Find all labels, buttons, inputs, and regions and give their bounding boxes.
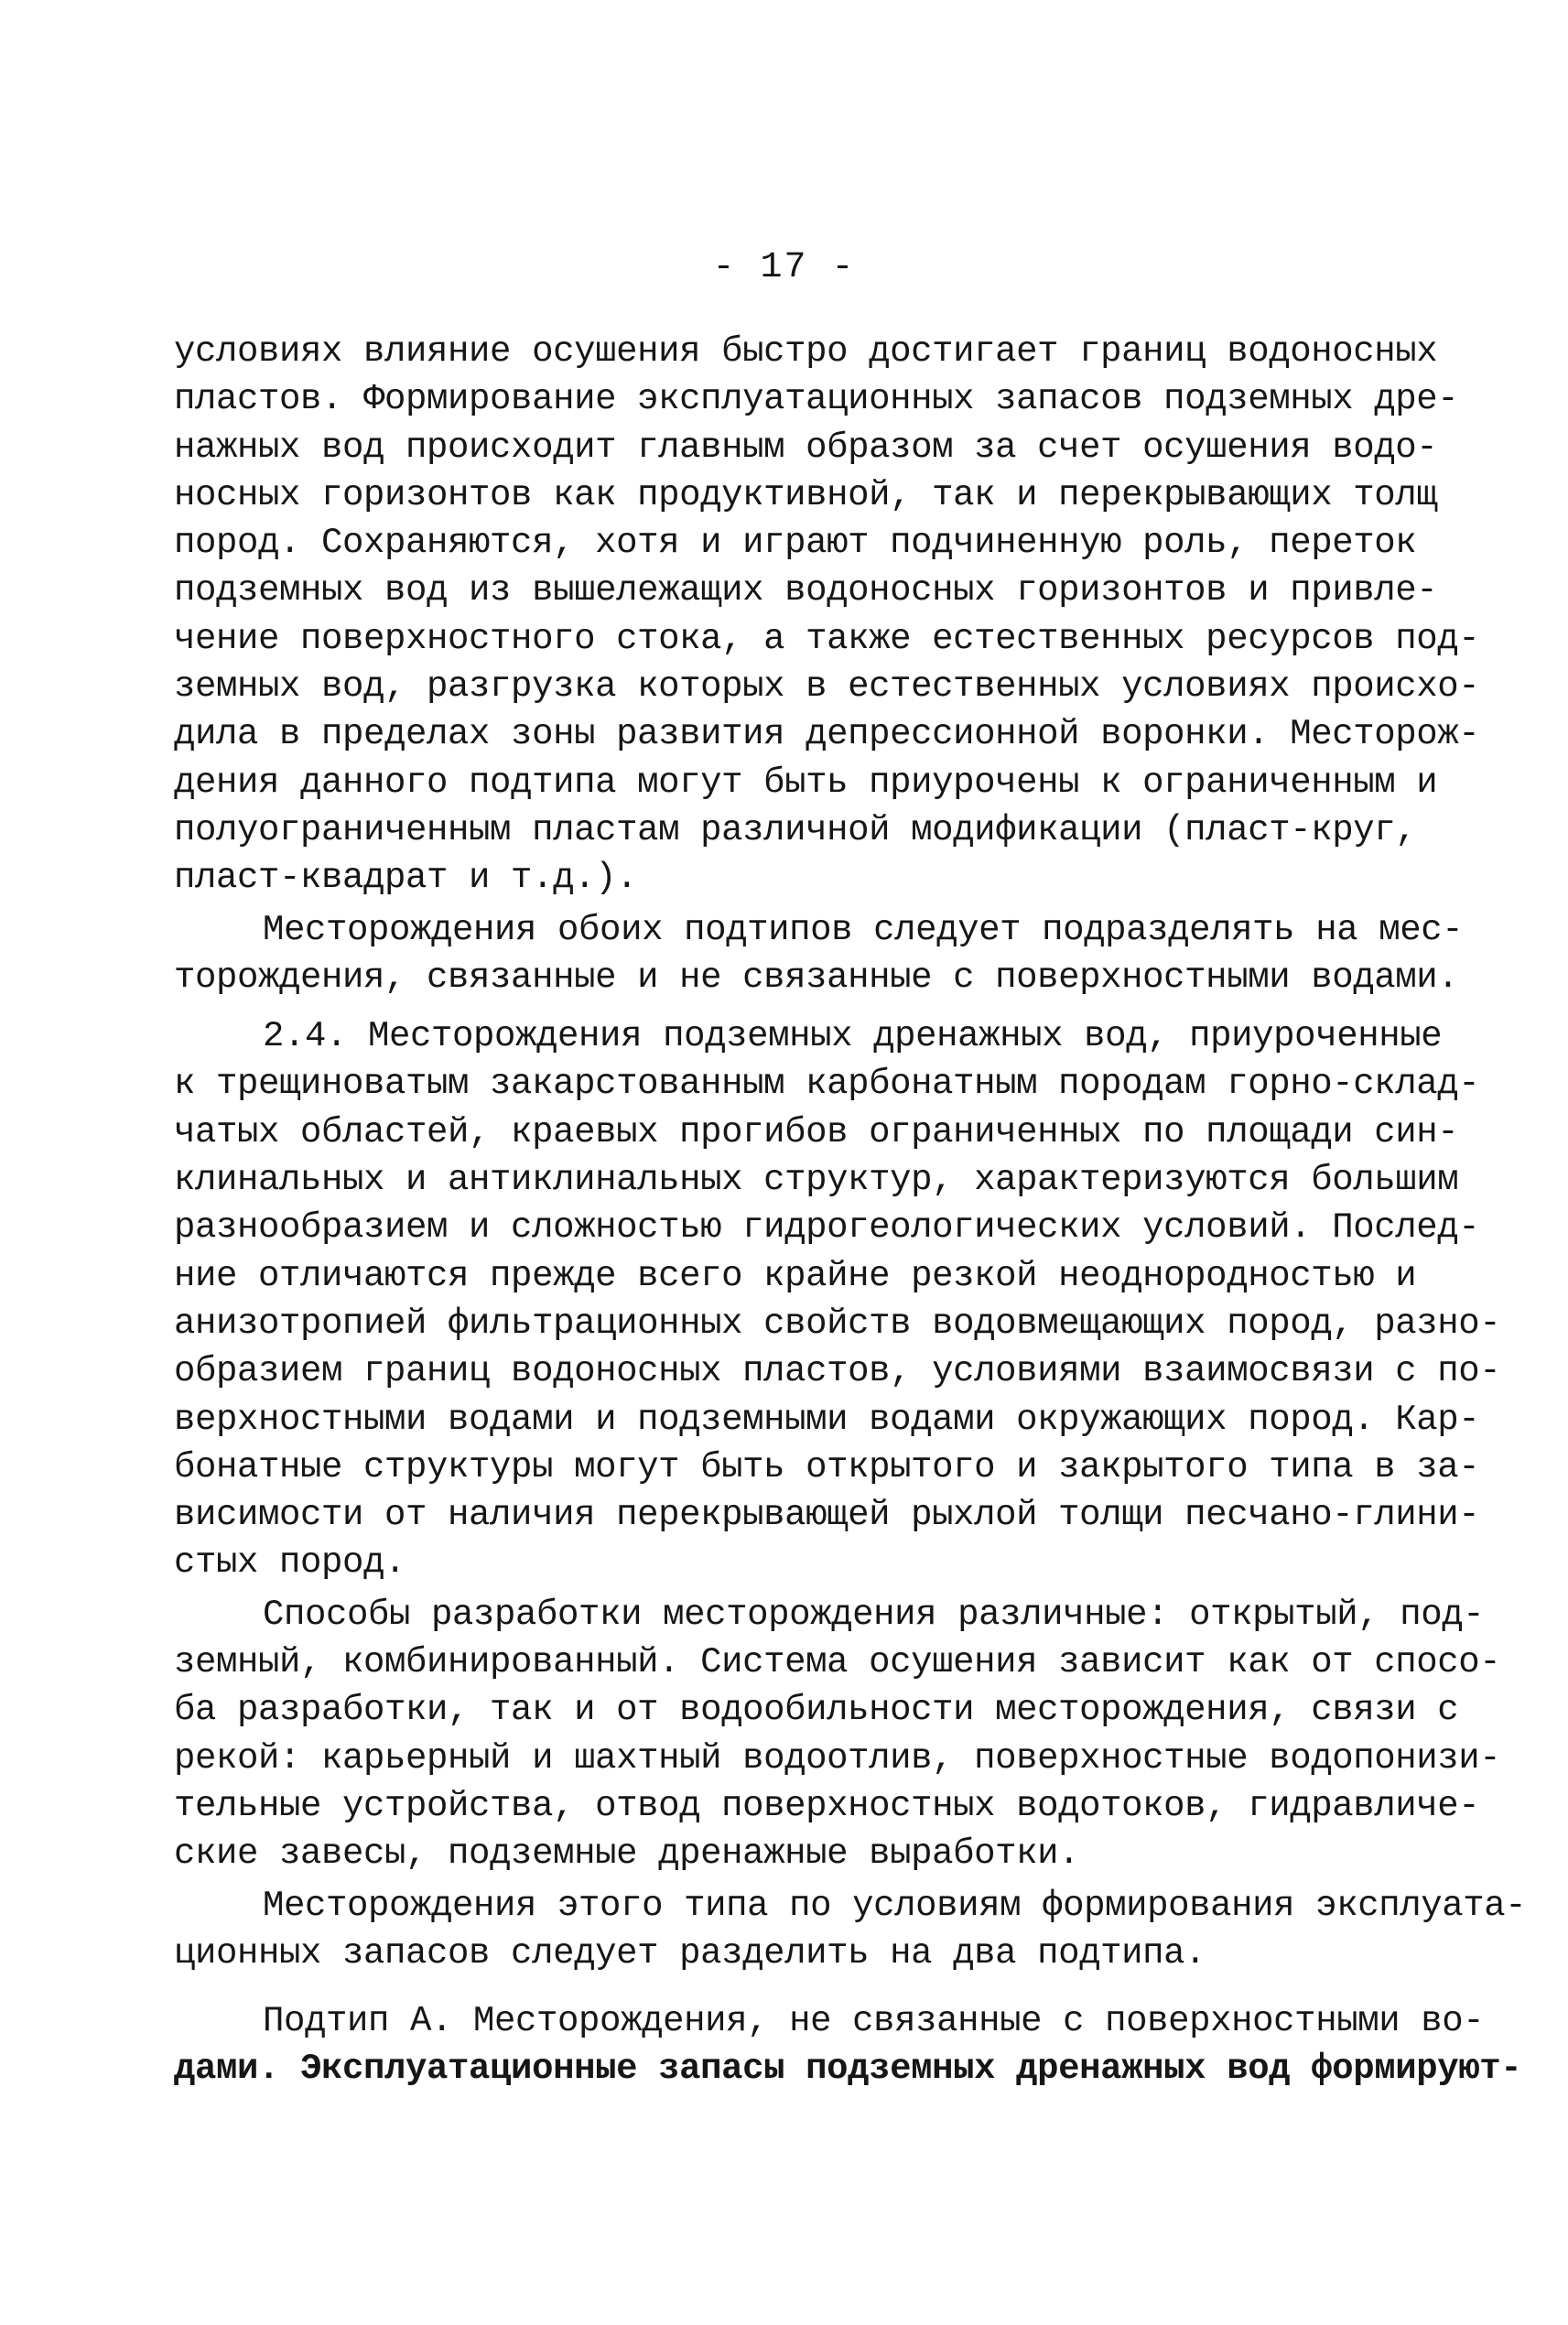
text-line: земный, комбинированный. Система осушения зависит как от спосо-: [174, 1642, 1501, 1683]
text-line: условиях влияние осушения быстро достигает границ водоносных: [174, 331, 1438, 372]
page-number: - 17 -: [712, 247, 856, 288]
text-line: ба разработки, так и от водообильности месторождения, связи с: [174, 1690, 1459, 1731]
text-line: носных горизонтов как продуктивной, так и перекрывающих толщ: [174, 474, 1438, 515]
text-line: подземных вод из вышележащих водоносных горизонтов и привле-: [174, 570, 1438, 611]
text-line: полуограниченным пластам различной модификации (пласт-круг,: [174, 809, 1417, 850]
text-line: ционных запасов следует разделить на два подтипа.: [174, 1932, 1206, 1974]
text-line: пород. Сохраняются, хотя и играют подчиненную роль, переток: [174, 523, 1417, 564]
text-line: рекой: карьерный и шахтный водоотлив, поверхностные водопонизи-: [174, 1737, 1501, 1779]
text-line: дами. Эксплуатационные запасы подземных дренажных вод формируют-: [174, 2049, 1522, 2090]
text-line: к трещиноватым закарстованным карбонатным породам горно-склад-: [174, 1064, 1480, 1105]
text-line: разнообразием и сложностью гидрогеологических условий. Послед-: [174, 1207, 1480, 1249]
text-line: дения данного подтипа могут быть приурочены к ограниченным и: [174, 762, 1438, 803]
subtype-heading-line: Подтип А. Месторождения, не связанные с поверхностными во-: [263, 2001, 1485, 2042]
section-heading-line: 2.4. Месторождения подземных дренажных вод, приуроченные: [263, 1016, 1443, 1057]
body-text: [174, 328, 1527, 2093]
text-line: анизотропией фильтрационных свойств водовмещающих пород, разно-: [174, 1303, 1501, 1344]
paragraph-start-line: Месторождения этого типа по условиям формирования эксплуата-: [263, 1885, 1527, 1926]
text-line: нажных вод происходит главным образом за счет осушения водо-: [174, 427, 1438, 468]
text-line: чение поверхностного стока, а также естественных ресурсов под-: [174, 618, 1480, 659]
text-line: верхностными водами и подземными водами окружающих пород. Кар-: [174, 1399, 1480, 1440]
paragraph-start-line: Месторождения обоих подтипов следует подразделять на мес-: [263, 909, 1464, 950]
text-line: висимости от наличия перекрывающей рыхлой толщи песчано-глини-: [174, 1495, 1480, 1536]
text-line: пластов. Формирование эксплуатационных запасов подземных дре-: [174, 379, 1459, 420]
text-line: торождения, связанные и не связанные с поверхностными водами.: [174, 957, 1459, 998]
text-line: образием границ водоносных пластов, условиями взаимосвязи с по-: [174, 1351, 1501, 1392]
text-line: клинальных и антиклинальных структур, характеризуются большим: [174, 1160, 1459, 1201]
text-line: бонатные структуры могут быть открытого и закрытого типа в за-: [174, 1446, 1480, 1487]
text-line: ские завесы, подземные дренажные выработки.: [174, 1833, 1080, 1875]
text-line: чатых областей, краевых прогибов ограниченных по площади син-: [174, 1111, 1459, 1152]
text-line: земных вод, разгрузка которых в естественных условиях происхо-: [174, 666, 1480, 708]
text-line: тельные устройства, отвод поверхностных водотоков, гидравличе-: [174, 1785, 1480, 1826]
text-line: стых пород.: [174, 1542, 406, 1584]
text-line: ние отличаются прежде всего крайне резкой неоднородностью и: [174, 1255, 1417, 1296]
text-line: пласт-квадрат и т.д.).: [174, 858, 638, 899]
text-line: дила в пределах зоны развития депрессионной воронки. Месторож-: [174, 714, 1480, 755]
paragraph-start-line: Способы разработки месторождения различные: открытый, под-: [263, 1594, 1485, 1635]
